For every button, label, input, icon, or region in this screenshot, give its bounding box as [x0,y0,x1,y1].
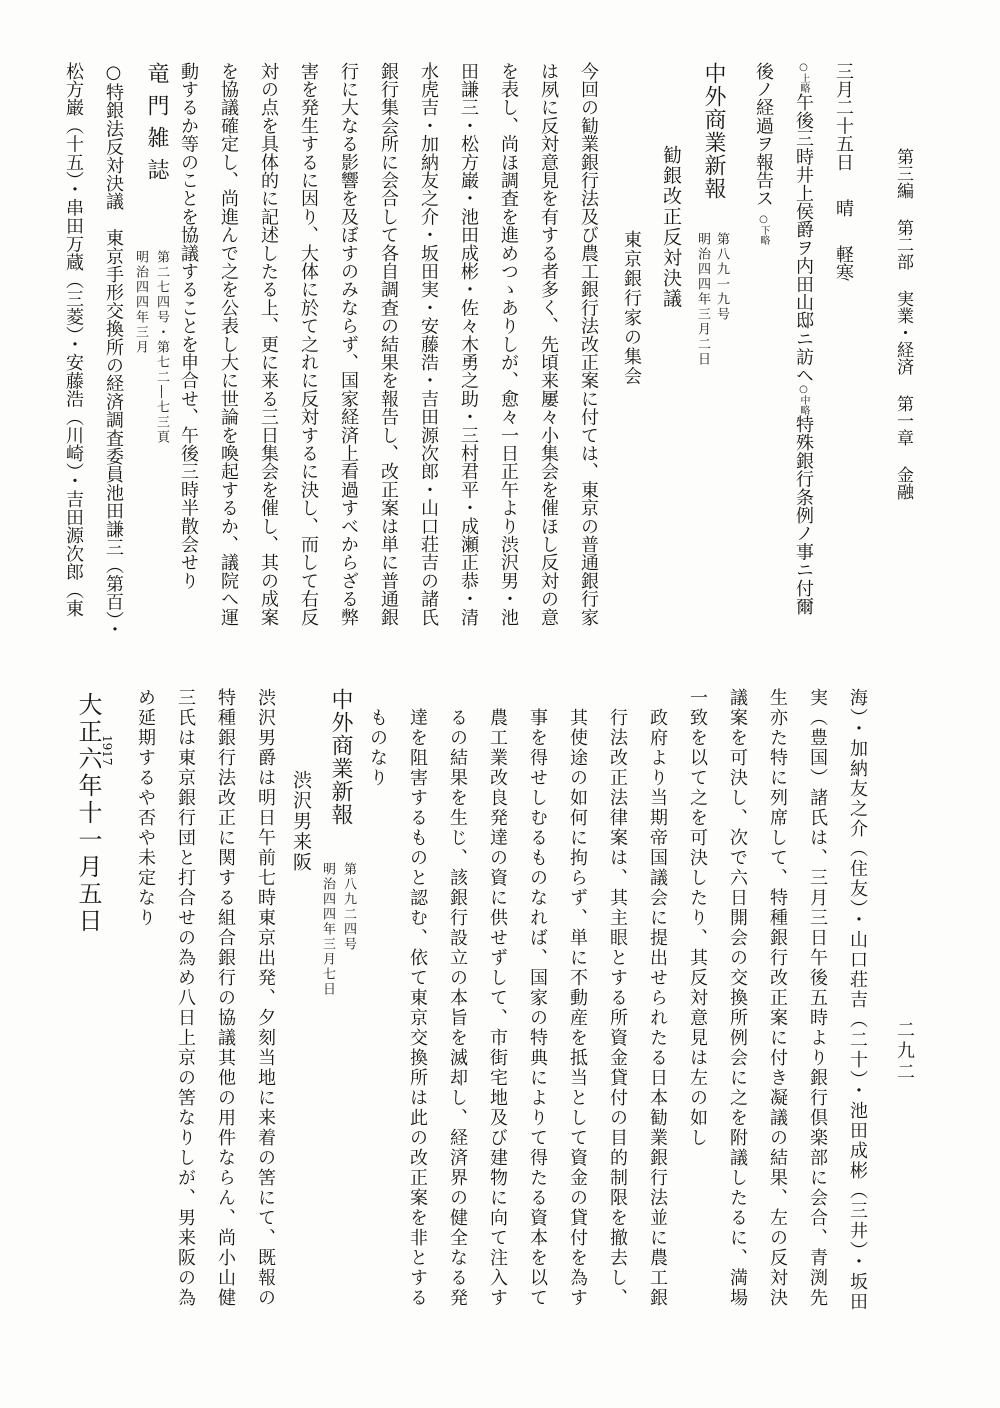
header-division: 第二部 [893,219,913,270]
page-number: 二九二 [894,1020,915,1083]
header-chapter: 第一章 [893,395,913,446]
header-title: 金融 [893,466,913,500]
article1-line: 銀行集会所に会合して各自調査の結果を報告し、改正案は単に普通銀 [378,62,399,627]
entry-year: 1917 [100,735,114,766]
article1-headline: 勧銀改正反対決議 [660,145,682,309]
article2-quote-line: 行法改正法律案は、其主眼とする所資金貸付の目的制限を撤去し、 [607,708,628,1308]
running-header [894,148,911,500]
article1-line: 水虎吉・加納友之介・坂田実・安藤浩・吉田源次郎・山口荘吉の諸氏 [418,62,439,627]
omission-note: ○中略 [798,384,809,416]
article1-line: 害を発生するに因り、大体に於て之れに反対するに決し、而して右反 [298,62,319,627]
entry-date: 大正六年十一月五日 [74,692,102,935]
article3-line: め延期するや否や未定なり [135,688,156,928]
article2-line: 一致を以て之を可決したり、其反対意見は左の如し [687,688,708,1148]
article1-line: を協議確定し、尚進んで之を公表し大に世論を喚起するか、議院へ運 [218,62,239,627]
diary-date-line [834,62,852,282]
article3-source: 中外商業新報 [328,688,353,826]
article2-line: 生亦た特に列席して、特種銀行改正案に付き凝議の結果、左の反対決 [767,688,788,1308]
article2-quote-line: 農工業改良発達の資に供せずして、市街宅地及び建物に向て注入す [487,708,508,1308]
article2-quote-line: 其使途の如何に拘らず、単に不動産を抵当として資金の貸付を為す [567,708,588,1308]
article2-quote-line: 達を阻害するものと認む、依て東京交換所は此の改正案を非とする [407,708,428,1308]
article1-issue: 第八九一九号 [714,232,729,322]
article2-line: ○特銀法反対決議 東京手形交換所の経済調査委員池田謙三（第百）・ [103,62,124,639]
article2-line: 海）・加納友之介（住友）・山口荘吉（二十）・池田成彬（三井）・坂田 [847,688,868,1312]
header-part: 第三編 [893,148,913,199]
article2-quote-line: 事を得せしむるものなれば、国家の特典によりて得たる資本を以て [527,708,548,1308]
diary-line [754,62,772,245]
article1-source: 中外商業新報 [701,62,726,200]
article1-subheadline: 東京銀行家の集会 [621,230,642,386]
omission-note: ○下略 [758,213,769,245]
article2-line: 松方巌（十五）・串田万蔵（三菱）・安藤浩（川崎）・吉田源次郎（東 [63,62,84,618]
article3-line: 三氏は東京銀行団と打合せの為め八日上京の筈なりしが、男来阪の為 [175,688,196,1308]
article1-line: 今回の勧業銀行法及び農工銀行法改正案に付ては、東京の普通銀行家 [578,62,599,627]
diary-text: 後ノ経過ヲ報告ス [753,62,774,208]
article2-date: 明治四四年三月 [133,250,148,355]
omission-note: ○上略 [798,62,809,93]
article1-line: 行に大なる影響を及ぼすのみならず、国家経済上看過すべからざる弊 [338,62,359,627]
diary-weather: 晴 [833,199,854,218]
article1-line: を表し、尚ほ調査を進めつゝありしが、愈々一日正午より渋沢男・池 [498,62,519,627]
diary-text: 午後三時井上侯爵ヲ内田山邸ニ訪ヘ [793,93,814,385]
article3-date: 明治四四年三月七日 [320,862,335,997]
header-subject: 実業・経済 [893,290,913,375]
article1-line: 田謙三・松方巌・池田成彬・佐々木勇之助・三村君平・成瀬正恭・清 [458,62,479,627]
article2-quote-line: ものなり [367,708,388,788]
article2-quote-line: 政府より当期帝国議会に提出せられたる日本勧業銀行法並に農工銀 [647,708,668,1308]
article3-headline: 渋沢男来阪 [290,770,312,873]
article2-quote-line: るの結果を生じ、該銀行設立の本旨を滅却し、経済界の健全なる発 [447,708,468,1308]
article3-line: 渋沢男爵は明日午前七時東京出発、夕刻当地に来着の筈にて、既報の [255,688,276,1308]
diary-text: 特殊銀行条例ノ事ニ付爾 [793,415,814,616]
diary-line [794,62,812,615]
article1-line: 対の点を具体的に記述したる上、更に来る三日集会を催し、其の成案 [258,62,279,627]
article2-source: 竜門雑誌 [144,62,169,190]
article1-date: 明治四四年三月二日 [695,232,710,367]
article1-line: は夙に反対意見を有する者多く、先頃来屢々小集会を催ほし反対の意 [538,62,559,627]
article3-issue: 第八九二四号 [341,862,356,952]
diary-temperature: 軽寒 [833,245,854,282]
article2-line: 実（豊国）諸氏は、三月三日午後五時より銀行倶楽部に会合、青渕先 [807,688,828,1308]
article2-line: 議案を可決し、次で六日開会の交換所例会に之を附議したるに、満場 [727,688,748,1308]
article1-line: 動するか等のことを協議することを申合せ、午後三時半散会せり [178,62,199,590]
diary-date: 三月二十五日 [833,62,854,172]
article3-line: 特種銀行法改正に関する組合銀行の協議其他の用件ならん、尚小山健 [215,688,236,1308]
article2-issue: 第二七四号・第七二―七三頁 [154,250,169,445]
